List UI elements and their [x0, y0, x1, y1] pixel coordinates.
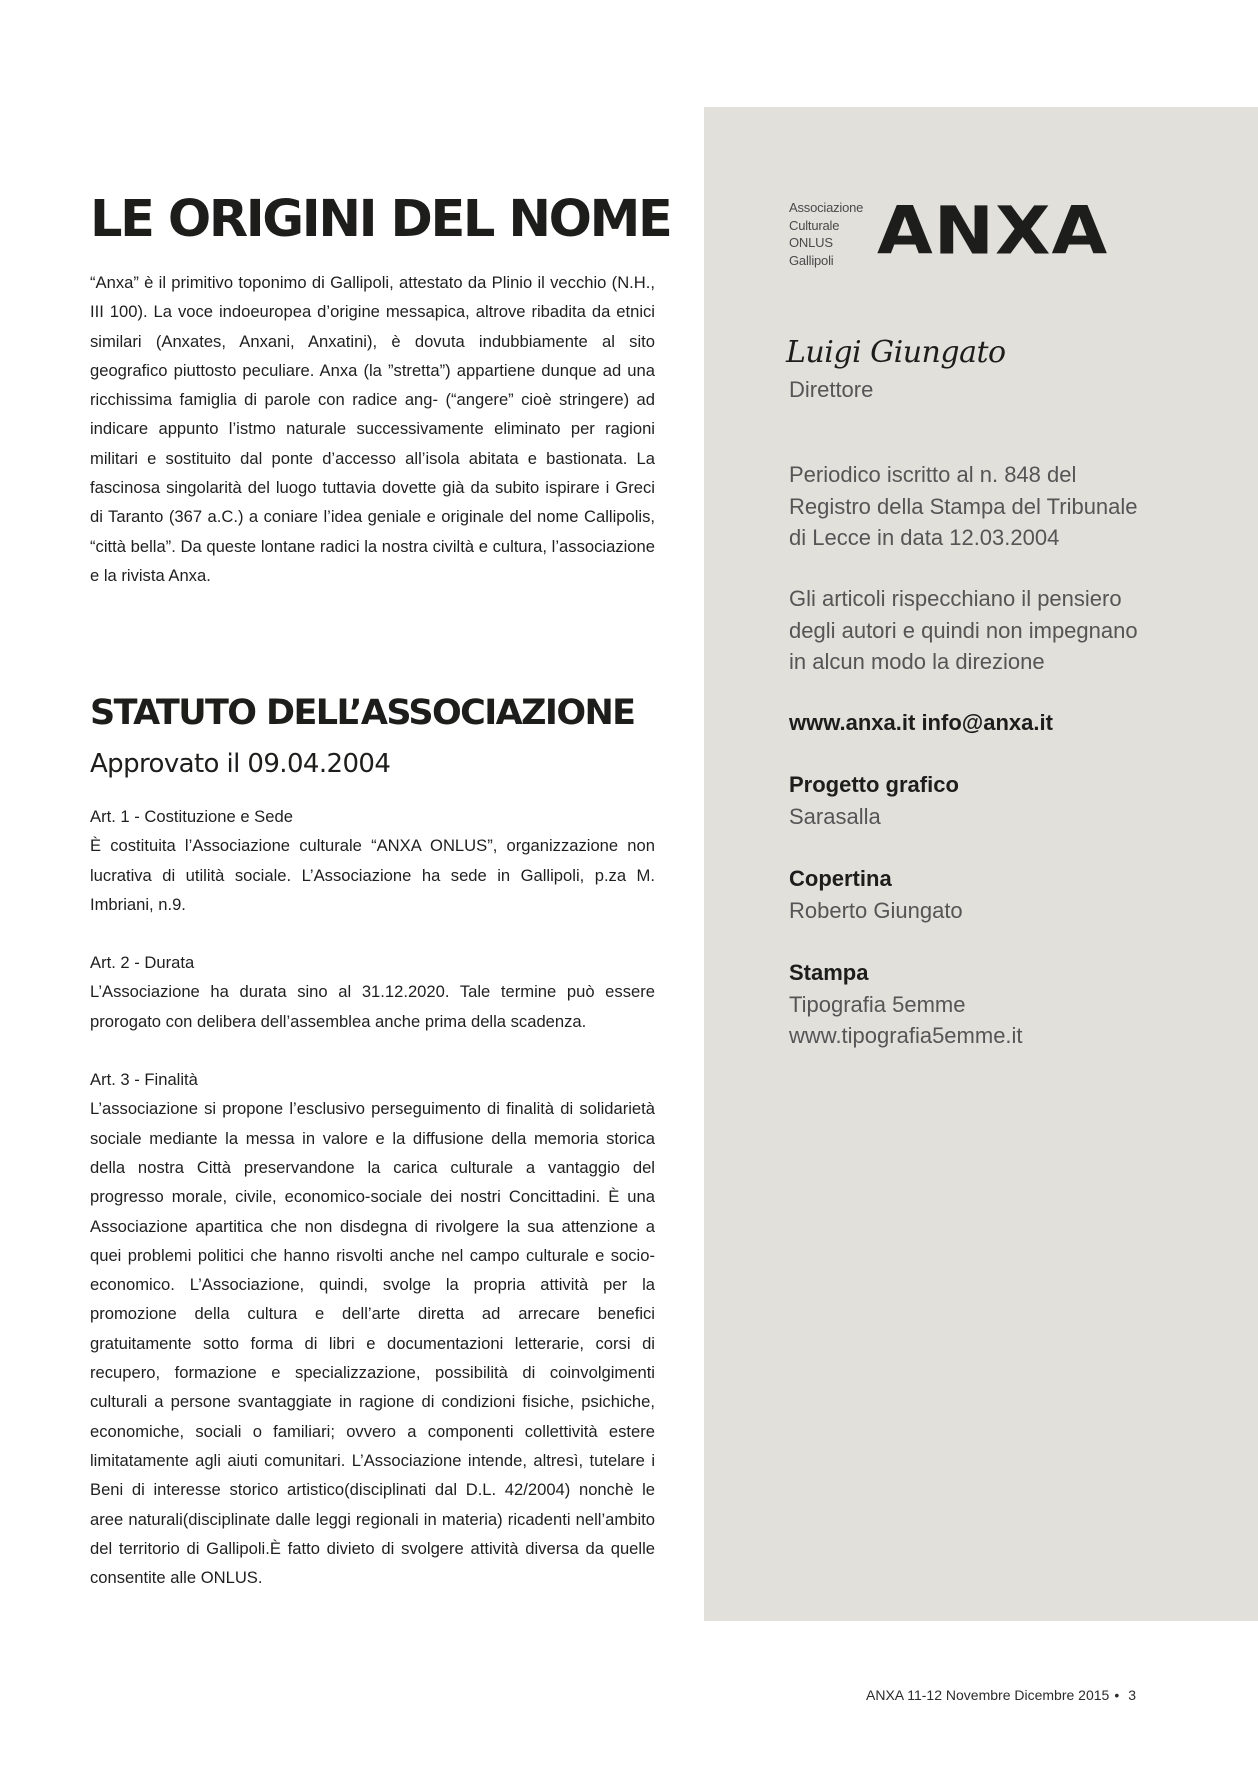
credit-cover	[789, 863, 1229, 926]
logo-line: ONLUS	[789, 235, 833, 251]
article-heading: Art. 2 - Durata	[90, 953, 195, 973]
origins-text: “Anxa” è il primitivo toponimo di Gallipoli, attestato da Plinio il vecchio (N.H., III 100). La voce indoeuropea d’origine messapica, altrove ribadita da etnici similari (Anxates, Anxani, Anxatini), è dovuta indubbiamente al sito geografico piuttosto peculiare. Anxa (la ”stretta”) appartiene dunque ad una ricchissima famiglia di parole con radice ang- (“angere” cioè stringere) ad indicare appunto l’istmo naturale successivamente eliminato per ragioni militari e sostituito dal ponte d’accesso all’isola abitata e bastionata. La fascinosa singolarità del luogo tuttavia dovette già da subito ispirare i Greci di Taranto (367 a.C.) a coniare l’idea geniale e originale del nome Callipolis, “città bella”. Da queste lontane radici la nostra civiltà e cultura, l’associazione e la rivista Anxa.	[90, 273, 655, 585]
disclaimer-line: degli autori e quindi non impegnano	[789, 617, 1138, 643]
credit-value: Roberto Giungato	[789, 897, 963, 923]
anxa-logo	[789, 191, 1189, 279]
credit-link[interactable]: www.tipografia5emme.it	[789, 1023, 1023, 1048]
article-body: È costituita l’Associazione culturale “ANXA ONLUS”, organizzazione non lucrativa di utilità sociale. L’Associazione ha sede in Gallipoli, p.za M. Imbriani, n.9.	[90, 836, 655, 914]
credit-value: Tipografia 5emme	[789, 991, 966, 1017]
article-1	[90, 802, 655, 919]
registration-line: Periodico iscritto al n. 848 del	[789, 462, 1077, 487]
director-role: Direttore	[789, 377, 874, 402]
credit-graphic-design	[789, 769, 1229, 832]
registration-line: Registro della Stampa del Tribunale	[789, 493, 1138, 519]
contacts-links[interactable]: www.anxa.it info@anxa.it	[789, 710, 1053, 735]
registration-line: di Lecce in data 12.03.2004	[789, 525, 1060, 550]
registration-info	[789, 459, 1229, 554]
logo-line: Culturale	[789, 217, 840, 233]
disclaimer-line: in alcun modo la direzione	[789, 649, 1045, 674]
page-footer	[866, 1687, 1136, 1703]
article-3	[90, 1065, 655, 1592]
colophon-panel	[704, 107, 1258, 1621]
statute-subtitle: Approvato il 09.04.2004	[90, 749, 391, 779]
contacts	[789, 707, 1229, 739]
article-body: L’Associazione ha durata sino al 31.12.2020. Tale termine può essere prorogato con delibera dell’assemblea anche prima della scadenza.	[90, 982, 655, 1031]
article-body: L’associazione si propone l’esclusivo perseguimento di finalità di solidarietà sociale mediante la messa in valore e la diffusione della memoria storica della nostra Città preservandone la carica culturale a vantaggio del progresso morale, civile, economico-sociale dei nostri Concittadini. È una Associazione apartitica che non disdegna di rivolgere la sua attenzione a quei problemi politici che hanno risvolti anche nel campo culturale e socio-economico. L’Associazione, quindi, svolge la propria attività per la promozione della cultura e dell’arte diretta ad arrecare benefici gratuitamente sotto forma di libri e documentazioni letterarie, corsi di recupero, formazione e specializzazione, possibilità di coinvolgimenti culturali a persone svantaggiate in ragione di condizioni fisiche, psichiche, economiche, sociali o familiari; ovvero a componenti collettività estere limitatamente agli aiuti comunitari. L’Associazione intende, altresì, tutelare i Beni di interesse storico artistico(disciplinati dal D.L. 42/2004) nonchè le aree naturali(disciplinate dalle leggi regionali in materia) ricadenti nell’ambito del territorio di Gallipoli.È fatto divieto di svolgere attività diversa da quelle consentite alle ONLUS.	[90, 1099, 655, 1588]
page-number: 3	[1128, 1687, 1137, 1703]
credit-title: Progetto grafico	[789, 772, 959, 797]
statute-title: STATUTO DELL’ASSOCIAZIONE	[90, 693, 635, 733]
origins-title: LE ORIGINI DEL NOME	[90, 190, 671, 249]
article-heading: Art. 3 - Finalità	[90, 1070, 198, 1090]
disclaimer-line: Gli articoli rispecchiano il pensiero	[789, 586, 1122, 611]
logo-line: Gallipoli	[789, 252, 834, 268]
director-signature: Luigi Giungato	[786, 335, 1006, 370]
logo-line: Associazione	[789, 200, 864, 215]
credit-value: Sarasalla	[789, 803, 881, 829]
article-heading: Art. 1 - Costituzione e Sede	[90, 807, 293, 826]
credit-printing	[789, 957, 1229, 1052]
bullet-separator: •	[1114, 1687, 1120, 1703]
credit-title: Copertina	[789, 866, 892, 891]
article-2	[90, 948, 655, 1036]
logo-wordmark: ANXA	[877, 191, 1109, 270]
credit-title: Stampa	[789, 960, 869, 985]
disclaimer	[789, 583, 1229, 678]
statute-articles	[90, 802, 655, 1621]
issue-label: ANXA 11-12 Novembre Dicembre 2015	[866, 1687, 1110, 1703]
logo-subtitle	[789, 199, 863, 269]
